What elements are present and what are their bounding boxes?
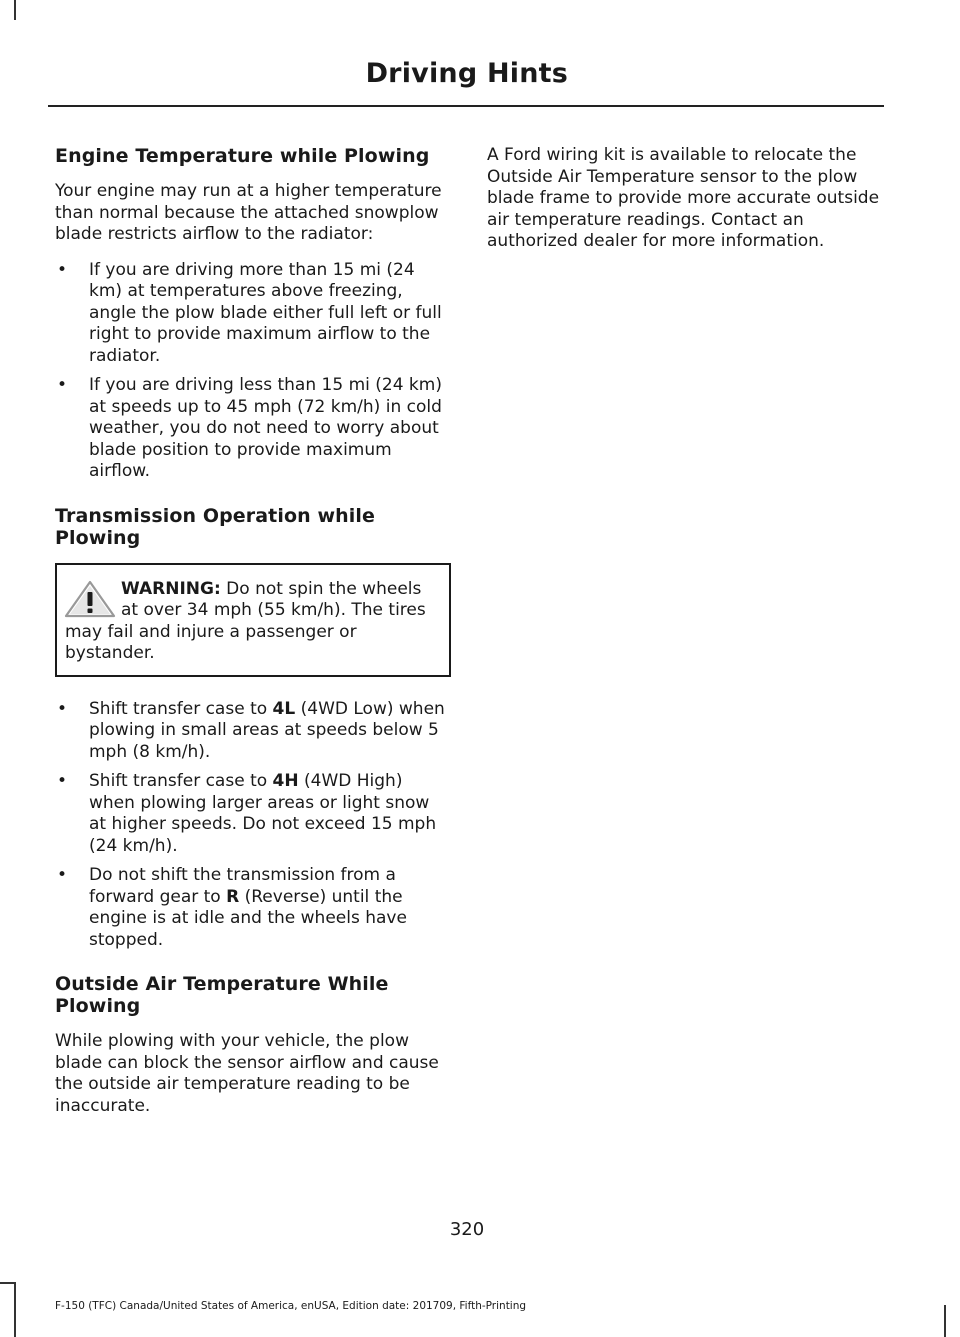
list-item: • Shift transfer case to 4H (4WD High) when plowing larger areas or light snow at higher speeds. Do not exceed 15 mph (24 km/h). — [57, 771, 437, 856]
list-item: • If you are driving more than 15 mi (24 km) at temperatures above freezing, angle the plow blade either full left or full right to provide maximum airflow to the radiator. — [57, 259, 442, 366]
gear-4l: 4L — [272, 698, 296, 719]
left-column — [55, 145, 451, 1131]
list-item: • Shift transfer case to 4L (4WD Low) when plowing in small areas at speeds below 5 mph (8 km/h). — [57, 698, 445, 762]
section-title: Driving Hints — [365, 58, 568, 89]
transmission-list — [55, 699, 451, 952]
outside-air-body: While plowing with your vehicle, the plow blade can block the sensor airflow and cause the outside air temperature reading to be inaccurate. — [55, 1031, 439, 1116]
footer-edition: F-150 (TFC) Canada/United States of America, enUSA, Edition date: 201709, Fifth-Printing — [55, 1300, 527, 1312]
list-item: • Do not shift the transmission from a forward gear to R (Reverse) until the engine is at idle and the wheels have stopped. — [57, 865, 407, 950]
warning-text: Do not spin the wheels at over 34 mph (55 km/h). The tires may fail and injure a passenger or bystander. — [65, 578, 426, 663]
bullet: • — [57, 259, 68, 280]
warning-box — [55, 563, 451, 677]
bullet: • — [57, 375, 68, 395]
list-item: • If you are driving less than 15 mi (24 km) at speeds up to 45 mph (72 km/h) in cold weather, you do not need to worry about blade position to provide maximum airflow. — [57, 375, 442, 481]
bullet: • — [57, 865, 68, 885]
engine-temp-list — [55, 260, 451, 483]
right-column — [487, 145, 883, 267]
engine-temp-intro: Your engine may run at a higher temperature than normal because the attached snowplow blade restricts airflow to the radiator: — [55, 181, 442, 244]
crop-mark — [14, 1282, 16, 1337]
page-number: 320 — [449, 1219, 485, 1240]
crop-mark — [14, 0, 16, 20]
bullet: • — [57, 698, 68, 719]
gear-r: R — [226, 886, 240, 907]
warning-label: WARNING: — [121, 578, 221, 599]
bullet: • — [57, 771, 68, 791]
transmission-heading: Transmission Operation while Plowing — [55, 504, 375, 549]
wiring-kit-body: A Ford wiring kit is available to relocate the Outside Air Temperature sensor to the plow blade frame to provide more accurate outside air temperature readings. Contact an authorized dealer for more information. — [487, 145, 880, 251]
warning-triangle-icon — [63, 579, 117, 619]
outside-air-heading: Outside Air Temperature While Plowing — [55, 973, 389, 1017]
engine-temp-heading: Engine Temperature while Plowing — [55, 145, 430, 167]
crop-mark — [944, 1305, 946, 1337]
gear-4h: 4H — [272, 771, 299, 791]
header-divider — [48, 105, 884, 107]
crop-mark — [0, 1282, 14, 1284]
